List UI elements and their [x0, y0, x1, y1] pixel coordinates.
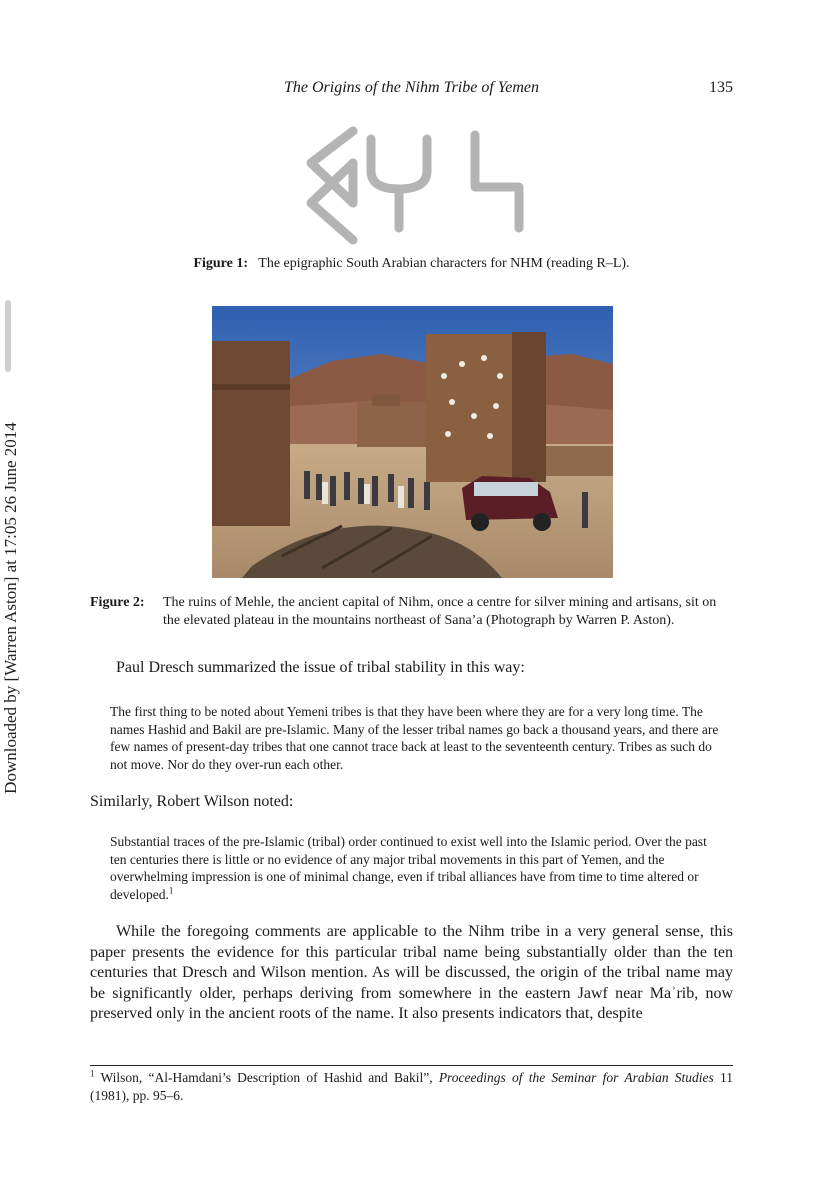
figure-1-glyphs [303, 123, 525, 247]
figure-1-caption [90, 256, 733, 272]
footnote-text-after: 11 (1981), pp. 95–6. [90, 1070, 734, 1103]
running-title: The Origins of the Nihm Tribe of Yemen [284, 79, 539, 96]
footnote-ref[interactable]: 1 [168, 885, 174, 895]
similarly-paragraph: Similarly, Robert Wilson noted: [90, 793, 294, 810]
figure-2-label: Figure 2: [90, 595, 145, 610]
glyph-m [311, 131, 353, 240]
figure-1-text: The epigraphic South Arabian characters for NHM (reading R–L). [258, 256, 630, 271]
footnote-number: 1 [90, 1068, 95, 1079]
figure-1-label: Figure 1: [193, 256, 249, 271]
intro-paragraph: Paul Dresch summarized the issue of tribal stability in this way: [116, 659, 525, 676]
wilson-quote [110, 833, 720, 903]
footnote [90, 1069, 733, 1104]
footnote-journal: Proceedings of the Seminar for Arabian Studies [438, 1070, 714, 1085]
page-number: 135 [709, 79, 733, 96]
download-watermark [0, 0, 22, 1200]
running-head [90, 79, 733, 101]
footnote-text-before: Wilson, “Al-Hamdani’s Description of Hashid and Bakil”, [94, 1070, 439, 1085]
watermark-text: Downloaded by [Warren Aston] at 17:05 26 June 2014 [1, 422, 20, 794]
figure-2-caption [90, 594, 733, 630]
dresch-quote: The first thing to be noted about Yemeni tribes is that they have been where they are for a very long time. The names Hashid and Bakil are pre-Islamic. Many of the lesser tribal names go back a thousand years, and there are few names of present-day tribes that one cannot trace back at least to the seventeenth century. Tribes as such do not move. Nor do they over-run each other. [110, 704, 719, 772]
glyph-h [371, 139, 427, 228]
figure-2-photo [212, 306, 613, 578]
figure-2-text: The ruins of Mehle, the ancient capital of Nihm, once a centre for silver mining and artisans, sit on the elevated plateau in the mountains northeast of Sana’a (Photograph by Warren P. Aston). [163, 595, 717, 628]
body-paragraph: While the foregoing comments are applicable to the Nihm tribe in a very general sense, this paper presents the evidence for this particular tribal name being substantially older than the ten centuries that Dresch and Wilson mention. As will be discussed, the origin of the tribal name may be significantly older, perhaps deriving from somewhere in the eastern Jawf near Maʾrib, now preserved only in the ancient roots of the name. It also presents indicators that, despite [90, 923, 733, 1022]
wilson-quote-text: Substantial traces of the pre-Islamic (tribal) order continued to exist well into the Islamic period. Over the past ten centuries there is little or no evidence of any major tribal movements in this part of Yemen, and the overwhelming impression is one of minimal change, even if tribal alliances have from time to time altered or developed. [110, 834, 707, 902]
footnote-divider [90, 1065, 733, 1066]
glyph-n [475, 135, 519, 228]
